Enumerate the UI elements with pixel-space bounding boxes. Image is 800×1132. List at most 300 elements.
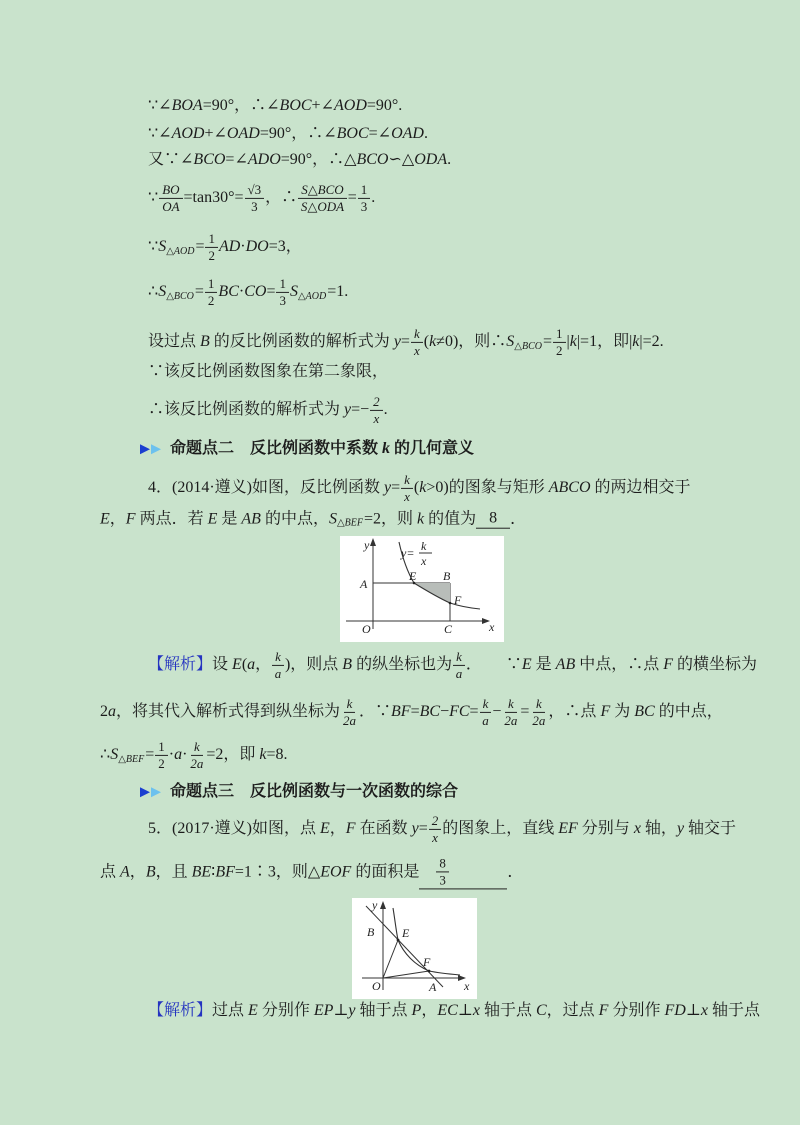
text-run: = xyxy=(145,746,155,764)
text-run: 的反比例函数的解析式为 xyxy=(209,333,394,351)
text-run: ，过点 xyxy=(546,1002,599,1020)
fraction-numerator: k xyxy=(272,649,284,666)
fraction-numerator: √3 xyxy=(245,182,265,199)
label-origin: O xyxy=(372,979,381,993)
math-variable: EF xyxy=(558,820,578,838)
math-variable: BOC xyxy=(336,125,369,143)
fraction-numerator: S△BCO xyxy=(298,182,347,199)
fraction xyxy=(436,855,449,887)
text-run: ，∴ xyxy=(265,189,298,207)
text-run: 2 xyxy=(100,703,108,721)
fraction-numerator: 1 xyxy=(358,182,371,199)
fraction-denominator: 2 xyxy=(158,755,165,771)
math-variable: P xyxy=(411,1002,422,1020)
section-2-header xyxy=(140,440,474,458)
text-run: =tan30°= xyxy=(183,189,244,207)
point-F xyxy=(428,970,431,973)
text-run: . xyxy=(383,401,388,419)
text-run: · xyxy=(240,238,246,256)
math-variable: S xyxy=(289,283,298,301)
math-variable: k xyxy=(429,333,437,351)
q4-line-1 xyxy=(148,472,691,504)
q4-solution-3 xyxy=(100,739,288,771)
fraction xyxy=(341,696,358,728)
label-E: E xyxy=(409,569,417,583)
proof-angle-2 xyxy=(148,125,428,143)
math-variable: y xyxy=(348,1002,356,1020)
math-variable: EP xyxy=(313,1002,334,1020)
fraction-numerator: 1 xyxy=(205,231,218,248)
text-run: ∵∠ xyxy=(148,125,172,143)
text-run: 分别与 xyxy=(577,820,634,838)
math-variable: OAD xyxy=(226,125,260,143)
math-variable: F xyxy=(598,1002,609,1020)
math-variable: a xyxy=(247,656,256,674)
q4-line-2 xyxy=(100,510,526,529)
text-run: 设过点 xyxy=(148,333,201,351)
point-E xyxy=(397,939,400,942)
text-run: . xyxy=(371,189,376,207)
math-variable: y xyxy=(344,401,352,419)
text-run: ( xyxy=(241,656,248,674)
text-run: ( xyxy=(413,479,420,497)
text-run: 轴于点 xyxy=(707,1002,760,1020)
fraction-numerator: k xyxy=(480,696,492,713)
fraction xyxy=(429,813,442,845)
text-run: =90°. xyxy=(366,97,403,115)
label-F: F xyxy=(454,593,462,607)
text-run: ，将其代入解析式得到纵坐标为 xyxy=(116,703,341,721)
math-variable: ADO xyxy=(247,151,281,169)
math-variable: k xyxy=(419,479,427,497)
math-variable: y xyxy=(676,820,685,838)
text-run: ⊥ xyxy=(457,1002,473,1020)
analysis-tag: 【解析】 xyxy=(148,1002,213,1020)
text-run: 命题点三 反比例函数与一次函数的综合 xyxy=(170,783,459,801)
math-variable: k xyxy=(569,333,577,351)
text-run: ∵∠ xyxy=(148,97,172,115)
fraction-denominator: x xyxy=(373,410,380,426)
math-variable: E xyxy=(207,510,218,528)
text-run: ， xyxy=(129,863,146,881)
text-run: =∠ xyxy=(368,125,392,143)
text-run: =− xyxy=(351,401,370,419)
arrow-light-icon xyxy=(151,787,161,797)
fraction xyxy=(205,276,218,308)
math-variable: FC xyxy=(449,703,470,721)
text-run: = xyxy=(195,238,205,256)
fraction xyxy=(155,739,168,771)
fraction xyxy=(480,696,492,728)
subscript: △AOD xyxy=(166,245,195,257)
math-variable: a xyxy=(108,703,116,721)
math-variable: ODA xyxy=(414,151,448,169)
proof-area-aod xyxy=(148,231,302,263)
math-variable: y xyxy=(411,820,419,838)
text-run: ≠0)，则∴ xyxy=(436,333,507,351)
fraction-denominator: a xyxy=(274,665,282,681)
fraction-numerator: k xyxy=(453,649,465,666)
text-run: − xyxy=(440,703,450,721)
text-run: 轴于点 xyxy=(355,1002,412,1020)
text-run: = xyxy=(543,333,553,351)
text-run: = xyxy=(520,703,530,721)
text-run: 的面积是 xyxy=(351,863,420,881)
fraction-numerator: k xyxy=(505,696,517,713)
fraction-denominator: 2a xyxy=(190,755,204,771)
fraction-denominator: OA xyxy=(162,198,180,214)
figure-q5-hyperbola-line xyxy=(352,898,477,999)
math-variable: x xyxy=(700,1002,708,1020)
text-run: 的纵坐标也为 xyxy=(352,656,453,674)
text-run: 的中点， xyxy=(260,510,329,528)
fraction xyxy=(272,649,284,681)
text-run: 分别作 xyxy=(608,1002,665,1020)
fraction xyxy=(530,696,547,728)
section-3-header xyxy=(140,783,458,801)
text-run: 轴于点 xyxy=(479,1002,536,1020)
fraction xyxy=(205,231,218,263)
text-run: ∵ xyxy=(148,238,159,256)
label-B: B xyxy=(367,925,375,939)
math-variable: A xyxy=(120,863,130,881)
math-variable: S xyxy=(110,746,119,764)
page-bottom-margin xyxy=(0,1125,800,1132)
arrow-dark-icon xyxy=(140,444,150,454)
label-origin: O xyxy=(362,622,371,636)
q5-solution-1 xyxy=(148,1002,760,1020)
text-run: 4．(2014·遵义)如图，反比例函数 xyxy=(148,479,384,497)
math-variable: E xyxy=(232,656,242,674)
text-run: 又∵∠ xyxy=(148,151,194,169)
math-variable: BC xyxy=(419,703,441,721)
fraction-numerator: 1 xyxy=(553,326,566,343)
label-y-axis: y xyxy=(372,898,378,912)
math-variable: S xyxy=(328,510,337,528)
fraction-denominator: 3 xyxy=(251,198,258,214)
text-run: 轴， xyxy=(640,820,677,838)
fraction-denominator: 2 xyxy=(208,247,215,263)
subscript: △BEF xyxy=(118,753,145,765)
text-run: 是 xyxy=(531,656,556,674)
text-run: 的中点， xyxy=(654,703,723,721)
fraction xyxy=(453,649,465,681)
text-run: ∴ xyxy=(148,283,159,301)
text-run: =3， xyxy=(268,238,302,256)
text-run: 在函数 xyxy=(355,820,412,838)
math-variable: k xyxy=(632,333,640,351)
answer-blank-fraction xyxy=(419,854,507,889)
label-x-axis: x xyxy=(489,620,495,634)
math-variable: S xyxy=(158,238,167,256)
text-run: 的两边相交于 xyxy=(590,479,691,497)
curve-equation-denominator: x xyxy=(421,554,427,568)
text-run: 为 xyxy=(610,703,635,721)
fraction-denominator: 2a xyxy=(532,712,546,728)
math-variable: y xyxy=(384,479,392,497)
text-run: − xyxy=(492,703,502,721)
math-variable: AB xyxy=(241,510,261,528)
text-run: =90°，∴∠ xyxy=(202,97,280,115)
text-run: =1∶3，则△ xyxy=(234,863,321,881)
text-run: =2，则 xyxy=(363,510,417,528)
fraction-denominator: 2a xyxy=(504,712,518,728)
fraction-numerator: 2 xyxy=(429,813,442,830)
fraction xyxy=(188,739,205,771)
text-run: =∠ xyxy=(225,151,248,169)
math-variable: AB xyxy=(555,656,576,674)
text-run: ，且 xyxy=(155,863,192,881)
fraction xyxy=(401,472,413,504)
text-run: . xyxy=(423,125,428,143)
arrow-light-icon xyxy=(151,444,161,454)
solve-k xyxy=(148,326,664,358)
proof-area-bco xyxy=(148,276,348,308)
fraction-numerator: k xyxy=(401,472,413,489)
fraction xyxy=(411,326,423,358)
q4-solution-2 xyxy=(100,696,723,728)
arrow-dark-icon xyxy=(140,787,150,797)
text-run: = xyxy=(194,283,204,301)
math-variable: a xyxy=(174,746,183,764)
math-variable: S xyxy=(506,333,515,351)
point-F xyxy=(449,602,452,605)
fraction xyxy=(276,276,289,308)
math-variable: x xyxy=(633,820,641,838)
text-run: ． ∵ xyxy=(465,656,522,674)
math-variable: BE xyxy=(191,863,212,881)
math-variable: BCO xyxy=(356,151,389,169)
math-variable: k xyxy=(417,510,425,528)
fraction-numerator: k xyxy=(533,696,545,713)
text-run: 两点．若 xyxy=(135,510,208,528)
math-variable: E xyxy=(320,820,330,838)
math-variable: F xyxy=(600,703,611,721)
math-variable: BF xyxy=(391,703,411,721)
text-run: >0)的图象与矩形 xyxy=(426,479,549,497)
math-variable: DO xyxy=(245,238,269,256)
math-variable: E xyxy=(521,656,532,674)
text-run: 分别作 xyxy=(257,1002,314,1020)
math-variable: B xyxy=(342,656,353,674)
proof-angle-3 xyxy=(148,151,451,169)
fraction-numerator: 1 xyxy=(276,276,289,293)
curve-equation-numerator: k xyxy=(421,539,427,553)
math-variable: BF xyxy=(215,863,235,881)
text-run: · xyxy=(168,746,175,764)
text-run: )，则点 xyxy=(284,656,343,674)
text-run: = xyxy=(418,820,428,838)
fraction-numerator: 2 xyxy=(370,394,383,411)
label-E: E xyxy=(402,926,410,940)
fraction-denominator: a xyxy=(482,712,489,728)
text-run: 命题点二 反比例函数中系数 xyxy=(170,440,383,458)
math-variable: BOC xyxy=(279,97,312,115)
text-run: =2，即 xyxy=(206,746,260,764)
proof-ratio xyxy=(148,182,375,214)
math-variable: F xyxy=(345,820,356,838)
text-run: ∵ xyxy=(148,189,159,207)
fraction-denominator: S△ODA xyxy=(300,198,345,214)
text-run: = xyxy=(469,703,479,721)
math-variable: FD xyxy=(664,1002,686,1020)
text-run: . xyxy=(447,151,452,169)
curve-equation-lhs: y= xyxy=(401,546,415,560)
q5-line-2 xyxy=(100,854,523,889)
fraction-denominator: 2a xyxy=(343,712,357,728)
math-variable: E xyxy=(248,1002,258,1020)
label-A: A xyxy=(429,980,437,994)
subscript: △AOD xyxy=(297,290,327,302)
math-variable: C xyxy=(535,1002,547,1020)
math-variable: B xyxy=(200,333,210,351)
math-variable: x xyxy=(472,1002,480,1020)
text-run: ⊥ xyxy=(333,1002,349,1020)
fraction-numerator: k xyxy=(344,696,356,713)
subscript: △BCO xyxy=(166,290,194,302)
text-run: 设 xyxy=(212,656,233,674)
fraction xyxy=(358,182,371,214)
text-run: ， xyxy=(421,1002,438,1020)
fraction-denominator: 2 xyxy=(207,292,215,308)
text-run: = xyxy=(410,703,420,721)
text-run: = xyxy=(347,189,357,207)
math-variable: y xyxy=(393,333,401,351)
label-y-axis: y xyxy=(364,538,370,552)
math-variable: E xyxy=(100,510,110,528)
math-variable: EOF xyxy=(320,863,352,881)
math-variable: F xyxy=(125,510,136,528)
section-arrows-icon xyxy=(140,444,162,454)
text-run: 的横坐标为 xyxy=(673,656,758,674)
fraction-numerator: BO xyxy=(159,182,182,199)
text-run: 点 xyxy=(100,863,121,881)
fraction xyxy=(298,182,347,214)
text-run: =90°，∴△ xyxy=(280,151,357,169)
math-variable: EC xyxy=(437,1002,458,1020)
fraction xyxy=(245,182,265,214)
fraction-denominator: 3 xyxy=(360,198,368,214)
label-C: C xyxy=(444,622,453,636)
text-run: ， xyxy=(255,656,272,674)
subscript: △BCO xyxy=(514,340,542,352)
fraction-denominator: x xyxy=(413,342,420,358)
text-run: |=1，即| xyxy=(576,333,633,351)
fraction-denominator: 3 xyxy=(439,872,446,887)
math-variable: BC xyxy=(218,283,239,301)
text-run: 中点，∴点 xyxy=(575,656,664,674)
text-run: ．∵ xyxy=(359,703,392,721)
q5-line-1 xyxy=(148,813,736,845)
text-run: =8. xyxy=(266,746,288,764)
math-variable: k xyxy=(382,440,391,458)
label-F: F xyxy=(423,955,431,969)
math-variable: ABCO xyxy=(548,479,591,497)
text-run: =90°，∴∠ xyxy=(259,125,337,143)
conclusion-expression xyxy=(148,394,388,426)
label-x-axis: x xyxy=(464,979,470,993)
fraction xyxy=(370,394,383,426)
fraction-numerator: 1 xyxy=(155,739,168,756)
analysis-tag: 【解析】 xyxy=(148,656,213,674)
text-run: | xyxy=(566,333,570,351)
math-variable: S xyxy=(158,283,167,301)
text-run: 轴交于 xyxy=(684,820,737,838)
text-run: ∵该反比例函数图象在第二象限， xyxy=(148,363,389,381)
text-run: ∴ xyxy=(100,746,111,764)
fraction-denominator: x xyxy=(432,829,438,845)
text-run: 的几何意义 xyxy=(390,440,475,458)
answer-blank: 8 xyxy=(476,510,510,529)
subscript: △BEF xyxy=(336,517,363,529)
math-variable: BOA xyxy=(171,97,203,115)
math-variable: AOD xyxy=(333,97,367,115)
figure-q4-hyperbola-rectangle xyxy=(340,536,504,642)
math-variable: BC xyxy=(634,703,655,721)
math-variable: CO xyxy=(244,283,267,301)
text-run: ( xyxy=(423,333,430,351)
section-arrows-icon xyxy=(140,787,162,797)
text-run: |=2. xyxy=(639,333,664,351)
fraction-denominator: a xyxy=(455,665,463,681)
text-run: = xyxy=(266,283,276,301)
text-run: 的值为 xyxy=(424,510,477,528)
text-run: 的图象上，直线 xyxy=(442,820,559,838)
proof-angle-1 xyxy=(148,97,402,115)
fraction-numerator: k xyxy=(411,326,423,343)
math-variable: AD xyxy=(218,238,241,256)
text-run: ⊥ xyxy=(685,1002,701,1020)
text-run: ． xyxy=(510,510,527,528)
figure-background xyxy=(352,898,477,999)
text-run: ． xyxy=(507,863,524,881)
label-B: B xyxy=(443,569,451,583)
fraction xyxy=(553,326,566,358)
text-run: ， xyxy=(109,510,126,528)
fraction xyxy=(502,696,519,728)
fraction xyxy=(159,182,182,214)
text-run: 过点 xyxy=(212,1002,249,1020)
text-run: ∴该反比例函数的解析式为 xyxy=(148,401,345,419)
text-run: = xyxy=(400,333,410,351)
text-run: 是 xyxy=(217,510,242,528)
math-variable: BCO xyxy=(193,151,226,169)
text-run: ∶ xyxy=(211,863,216,881)
text-run: =1. xyxy=(327,283,349,301)
text-run: ，∴点 xyxy=(548,703,601,721)
fraction-numerator: 1 xyxy=(205,276,218,293)
math-variable: OAD xyxy=(391,125,424,143)
quadrant-note xyxy=(148,363,388,381)
fraction-numerator: k xyxy=(191,739,203,756)
text-run: = xyxy=(391,479,401,497)
text-run: +∠ xyxy=(311,97,334,115)
fraction-denominator: 3 xyxy=(279,292,286,308)
text-run: +∠ xyxy=(204,125,227,143)
label-A: A xyxy=(360,577,368,591)
math-variable: AOD xyxy=(171,125,205,143)
text-run: ， xyxy=(329,820,346,838)
text-run: ∽△ xyxy=(388,151,415,169)
fraction-numerator: 8 xyxy=(436,855,449,872)
fraction-denominator: x xyxy=(404,488,410,504)
fraction-denominator: 2 xyxy=(556,342,563,358)
text-run: · xyxy=(238,283,245,301)
q4-solution-1 xyxy=(148,649,757,681)
math-variable: k xyxy=(259,746,267,764)
math-variable: F xyxy=(663,656,674,674)
text-run: · xyxy=(182,746,188,764)
